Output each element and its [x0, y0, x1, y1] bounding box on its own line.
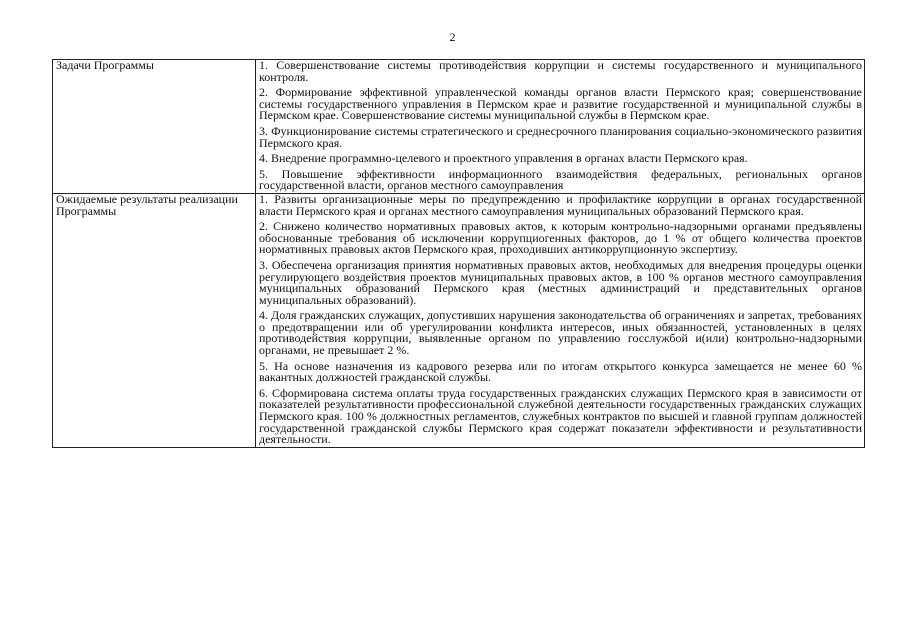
results-item-4: 4. Доля гражданских служащих, допустивших нарушения законодательства об ограничениях и запретах, требованиях о предотвращении или об урегулировании конфликта интересов, иных обязанностей, установленных в целях противодействия коррупции, выявленные органом по управлению госслужбой и(или) контрольно-надзорными органами, не превышает 2 %.: [259, 308, 862, 358]
page-number: 2: [449, 30, 456, 44]
row-content-results: [256, 193, 865, 447]
row-label-results: Ожидаемые результаты реализации Программы: [53, 193, 256, 447]
results-item-6: 6. Сформирована система оплаты труда государственных гражданских служащих Пермского края в зависимости от показателей результативности профессиональной служебной деятельности государственных гражданских служащих Пермского края. 100 % должностных регламентов, служебных контрактов по высшей и главной группам должностей государственной гражданской службы Пермского края содержат показатели эффективности и результативности деятельности.: [259, 385, 862, 447]
tasks-item-1: 1. Совершенствование системы противодействия коррупции и системы государственного и муниципального контроля.: [259, 58, 862, 84]
row-label-tasks: Задачи Программы: [53, 60, 256, 194]
tasks-item-2: 2. Формирование эффективной управленческой команды органов власти Пермского края; совершенствование системы государственного управления в Пермском крае и развитие государственной и муниципальной службы в Пермском крае. Совершенствование системы муниципальной службы в Пермском крае.: [259, 85, 862, 123]
results-item-3: 3. Обеспечена организация принятия нормативных правовых актов, необходимых для внедрения процедуры оценки регулирующего воздействия проектов муниципальных правовых актов, в 100 % органов местного самоуправления муниципальных образований Пермского края (местных администраций и представительных органов муниципальных образований).: [259, 257, 862, 307]
results-item-1: 1. Развиты организационные меры по предупреждению и профилактике коррупции в органах государственной власти Пермского края и органах местного самоуправления муниципальных образований Пермского края.: [259, 191, 862, 218]
results-item-2: 2. Снижено количество нормативных правовых актов, к которым контрольно-надзорными органами предъявлены обоснованные требования об исключении коррупциогенных факторов, до 1 % от общего количества проектов нормативных правовых актов Пермского края, проходивших антикоррупционную экспертизу.: [259, 219, 862, 257]
tasks-item-3: 3. Функционирование системы стратегического и среднесрочного планирования социально-экономического развития Пермского края.: [259, 123, 862, 150]
program-passport-table: [52, 59, 865, 448]
row-content-tasks: [256, 60, 865, 194]
tasks-item-4: 4. Внедрение программно-целевого и проектного управления в органах власти Пермского края.: [259, 151, 748, 166]
tasks-item-5: 5. Повышение эффективности информационного взаимодействия федеральных, региональных органов государственной власти, органов местного самоуправления: [259, 166, 862, 193]
results-item-5: 5. На основе назначения из кадрового резерва или по итогам открытого конкурса замещается не менее 60 % вакантных должностей гражданской службы.: [259, 358, 862, 385]
table-row-results: [53, 193, 865, 447]
table-row-tasks: [53, 60, 865, 194]
